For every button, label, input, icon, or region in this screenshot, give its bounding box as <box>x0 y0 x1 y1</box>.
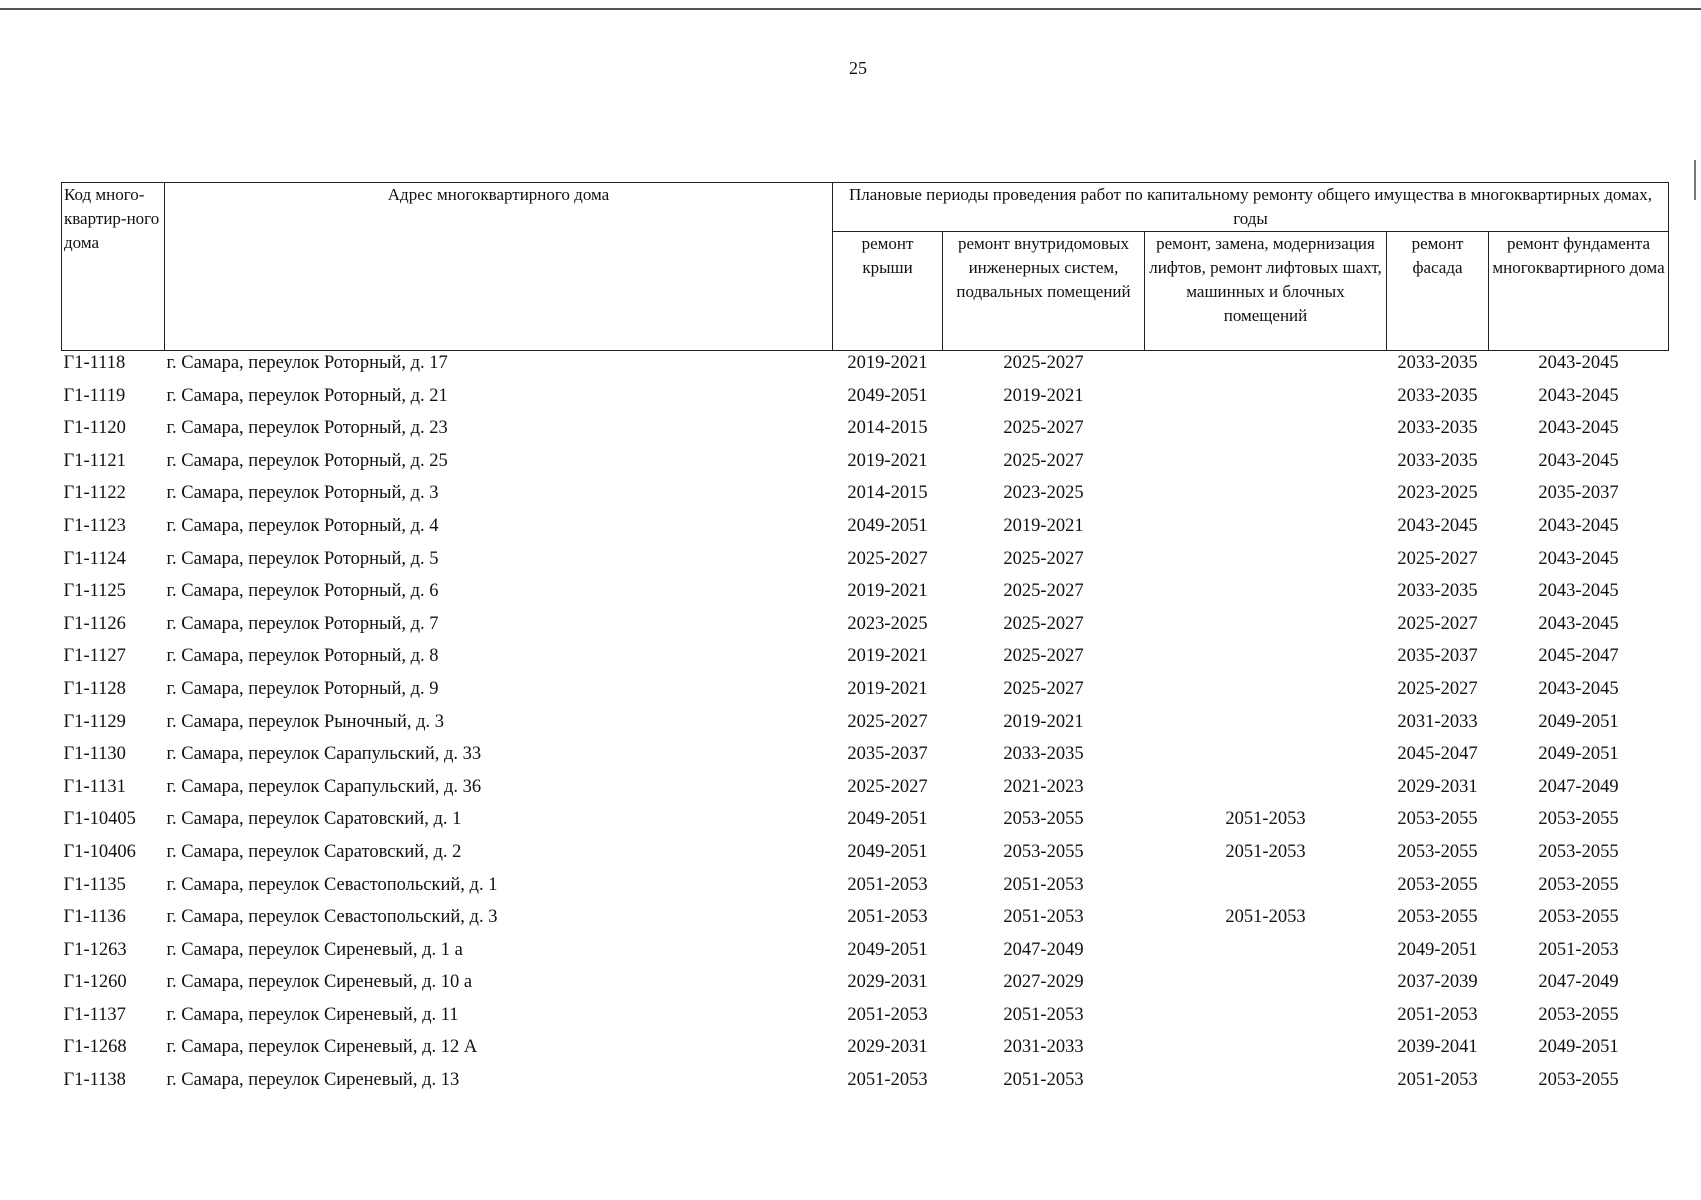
roof-period-cell: 2014-2015 <box>847 483 928 504</box>
house-code-cell: Г1-1135 <box>63 874 126 895</box>
roof-period-cell: 2049-2051 <box>847 809 928 830</box>
lifts-period-cell <box>1145 970 1387 1003</box>
house-address-cell: г. Самара, переулок Роторный, д. 7 <box>166 613 439 634</box>
facade-period-cell: 2033-2035 <box>1397 353 1478 373</box>
lifts-period-cell <box>1145 416 1387 449</box>
roof-period-cell: 2019-2021 <box>847 353 928 373</box>
systems-period-cell: 2019-2021 <box>1003 385 1084 406</box>
roof-period-cell: 2051-2053 <box>847 874 928 895</box>
foundation-period-cell: 2043-2045 <box>1538 385 1619 406</box>
roof-period-cell: 2049-2051 <box>847 385 928 406</box>
lifts-period-cell <box>1145 579 1387 612</box>
roof-period-cell: 2019-2021 <box>847 450 928 471</box>
systems-period-cell: 2025-2027 <box>1003 548 1084 569</box>
lifts-period-cell <box>1145 514 1387 547</box>
facade-period-cell: 2031-2033 <box>1397 711 1478 732</box>
foundation-period-cell: 2051-2053 <box>1538 939 1619 960</box>
house-code-cell: Г1-1123 <box>63 515 126 536</box>
roof-period-cell: 2025-2027 <box>847 548 928 569</box>
house-address-cell: г. Самара, переулок Саратовский, д. 2 <box>166 841 462 862</box>
table-row <box>62 416 1669 449</box>
table-row <box>62 742 1669 775</box>
house-code-cell: Г1-1260 <box>63 972 127 993</box>
house-address-cell: г. Самара, переулок Роторный, д. 3 <box>166 483 439 504</box>
table-row <box>62 351 1669 384</box>
lifts-period-cell <box>1145 449 1387 482</box>
roof-period-cell: 2049-2051 <box>847 841 928 862</box>
house-address-cell: г. Самара, переулок Саратовский, д. 1 <box>166 809 462 830</box>
header-foundation: ремонт фундамента многоквартирного дома <box>1489 232 1669 351</box>
roof-period-cell: 2023-2025 <box>847 613 928 634</box>
house-address-cell: г. Самара, переулок Роторный, д. 25 <box>166 450 448 471</box>
lifts-period-cell <box>1145 938 1387 971</box>
systems-period-cell: 2019-2021 <box>1003 711 1084 732</box>
capital-repair-table <box>61 182 1669 1101</box>
systems-period-cell: 2019-2021 <box>1003 515 1084 536</box>
lifts-period-cell <box>1145 677 1387 710</box>
house-code-cell: Г1-1137 <box>63 1004 126 1025</box>
house-address-cell: г. Самара, переулок Сиреневый, д. 11 <box>166 1004 459 1025</box>
foundation-period-cell: 2043-2045 <box>1538 678 1619 699</box>
systems-period-cell: 2047-2049 <box>1003 939 1084 960</box>
house-address-cell: г. Самара, переулок Роторный, д. 21 <box>166 385 448 406</box>
table-row <box>62 514 1669 547</box>
house-address-cell: г. Самара, переулок Сарапульский, д. 36 <box>166 776 482 797</box>
house-code-cell: Г1-1122 <box>63 483 126 504</box>
table-row <box>62 807 1669 840</box>
foundation-period-cell: 2045-2047 <box>1538 646 1619 667</box>
systems-period-cell: 2025-2027 <box>1003 646 1084 667</box>
house-code-cell: Г1-1138 <box>63 1070 126 1091</box>
page-number: 25 <box>849 58 867 78</box>
systems-period-cell: 2031-2033 <box>1003 1037 1084 1058</box>
table-row <box>62 1003 1669 1036</box>
house-code-cell: Г1-1127 <box>63 646 126 667</box>
table-row <box>62 547 1669 580</box>
lifts-period-cell <box>1145 547 1387 580</box>
roof-period-cell: 2019-2021 <box>847 646 928 667</box>
foundation-period-cell: 2043-2045 <box>1538 581 1619 602</box>
house-code-cell: Г1-1124 <box>63 548 126 569</box>
facade-period-cell: 2053-2055 <box>1397 907 1478 928</box>
systems-period-cell: 2025-2027 <box>1003 353 1084 373</box>
house-address-cell: г. Самара, переулок Роторный, д. 4 <box>166 515 439 536</box>
house-code-cell: Г1-1268 <box>63 1037 127 1058</box>
house-address-cell: г. Самара, переулок Севастопольский, д. 1 <box>166 874 498 895</box>
foundation-period-cell: 2043-2045 <box>1538 515 1619 536</box>
facade-period-cell: 2053-2055 <box>1397 809 1478 830</box>
house-code-cell: Г1-1263 <box>63 939 127 960</box>
table-row <box>62 905 1669 938</box>
roof-period-cell: 2019-2021 <box>847 678 928 699</box>
lifts-period-cell <box>1145 1003 1387 1036</box>
house-code-cell: Г1-1120 <box>63 418 126 439</box>
facade-period-cell: 2045-2047 <box>1397 744 1478 765</box>
foundation-period-cell: 2043-2045 <box>1538 450 1619 471</box>
house-code-cell: Г1-1129 <box>63 711 126 732</box>
roof-period-cell: 2049-2051 <box>847 515 928 536</box>
foundation-period-cell: 2049-2051 <box>1538 744 1619 765</box>
systems-period-cell: 2051-2053 <box>1003 1004 1084 1025</box>
facade-period-cell: 2025-2027 <box>1397 678 1478 699</box>
house-address-cell: г. Самара, переулок Роторный, д. 9 <box>166 678 439 699</box>
header-lifts: ремонт, замена, модернизация лифтов, ремонт лифтовых шахт, машинных и блочных помещений <box>1145 232 1387 351</box>
foundation-period-cell: 2047-2049 <box>1538 972 1619 993</box>
header-planned-periods: Плановые периоды проведения работ по капитальному ремонту общего имущества в многоквартирных домах, годы <box>833 183 1669 232</box>
roof-period-cell: 2014-2015 <box>847 418 928 439</box>
roof-period-cell: 2025-2027 <box>847 711 928 732</box>
house-code-cell: Г1-10406 <box>63 841 136 862</box>
header-roof: ремонт крыши <box>833 232 943 351</box>
house-address-cell: г. Самара, переулок Роторный, д. 5 <box>166 548 439 569</box>
systems-period-cell: 2025-2027 <box>1003 678 1084 699</box>
foundation-period-cell: 2043-2045 <box>1538 418 1619 439</box>
house-code-cell: Г1-1118 <box>63 353 126 373</box>
systems-period-cell: 2021-2023 <box>1003 776 1084 797</box>
roof-period-cell: 2019-2021 <box>847 581 928 602</box>
house-address-cell: г. Самара, переулок Сиреневый, д. 12 А <box>166 1037 478 1058</box>
table-row <box>62 938 1669 971</box>
systems-period-cell: 2023-2025 <box>1003 483 1084 504</box>
house-code-cell: Г1-1126 <box>63 613 126 634</box>
foundation-period-cell: 2053-2055 <box>1538 1004 1619 1025</box>
lifts-period-cell: 2051-2053 <box>1225 907 1306 928</box>
facade-period-cell: 2033-2035 <box>1397 581 1478 602</box>
scan-edge-line <box>0 8 1701 10</box>
roof-period-cell: 2029-2031 <box>847 1037 928 1058</box>
lifts-period-cell <box>1145 481 1387 514</box>
systems-period-cell: 2051-2053 <box>1003 907 1084 928</box>
lifts-period-cell <box>1145 351 1387 384</box>
roof-period-cell: 2049-2051 <box>847 939 928 960</box>
facade-period-cell: 2035-2037 <box>1397 646 1478 667</box>
facade-period-cell: 2051-2053 <box>1397 1070 1478 1091</box>
facade-period-cell: 2033-2035 <box>1397 450 1478 471</box>
table-row <box>62 840 1669 873</box>
foundation-period-cell: 2053-2055 <box>1538 1070 1619 1091</box>
facade-period-cell: 2037-2039 <box>1397 972 1478 993</box>
systems-period-cell: 2025-2027 <box>1003 613 1084 634</box>
facade-period-cell: 2033-2035 <box>1397 385 1478 406</box>
lifts-period-cell <box>1145 873 1387 906</box>
facade-period-cell: 2025-2027 <box>1397 613 1478 634</box>
house-code-cell: Г1-10405 <box>63 809 136 830</box>
roof-period-cell: 2051-2053 <box>847 1070 928 1091</box>
facade-period-cell: 2039-2041 <box>1397 1037 1478 1058</box>
table-row <box>62 873 1669 906</box>
house-code-cell: Г1-1125 <box>63 581 126 602</box>
house-code-cell: Г1-1121 <box>63 450 126 471</box>
facade-period-cell: 2033-2035 <box>1397 418 1478 439</box>
lifts-period-cell <box>1145 644 1387 677</box>
foundation-period-cell: 2053-2055 <box>1538 841 1619 862</box>
systems-period-cell: 2033-2035 <box>1003 744 1084 765</box>
table-row <box>62 677 1669 710</box>
table-row <box>62 970 1669 1003</box>
house-code-cell: Г1-1128 <box>63 678 126 699</box>
facade-period-cell: 2053-2055 <box>1397 874 1478 895</box>
roof-period-cell: 2025-2027 <box>847 776 928 797</box>
foundation-period-cell: 2043-2045 <box>1538 613 1619 634</box>
foundation-period-cell: 2047-2049 <box>1538 776 1619 797</box>
systems-period-cell: 2025-2027 <box>1003 418 1084 439</box>
header-systems: ремонт внутридомовых инженерных систем, подвальных помещений <box>943 232 1145 351</box>
house-code-cell: Г1-1130 <box>63 744 126 765</box>
table-row <box>62 710 1669 743</box>
systems-period-cell: 2051-2053 <box>1003 1070 1084 1091</box>
house-address-cell: г. Самара, переулок Роторный, д. 17 <box>166 353 448 373</box>
systems-period-cell: 2053-2055 <box>1003 809 1084 830</box>
header-address: Адрес многоквартирного дома <box>165 183 833 351</box>
header-code: Код много-квартир-ного дома <box>62 183 165 351</box>
foundation-period-cell: 2053-2055 <box>1538 874 1619 895</box>
table-row <box>62 384 1669 417</box>
house-address-cell: г. Самара, переулок Роторный, д. 8 <box>166 646 439 667</box>
facade-period-cell: 2029-2031 <box>1397 776 1478 797</box>
foundation-period-cell: 2043-2045 <box>1538 548 1619 569</box>
foundation-period-cell: 2053-2055 <box>1538 907 1619 928</box>
lifts-period-cell <box>1145 1068 1387 1101</box>
facade-period-cell: 2025-2027 <box>1397 548 1478 569</box>
table-row <box>62 1035 1669 1068</box>
house-address-cell: г. Самара, переулок Сиреневый, д. 1 а <box>166 939 463 960</box>
house-address-cell: г. Самара, переулок Рыночный, д. 3 <box>166 711 445 732</box>
foundation-period-cell: 2053-2055 <box>1538 809 1619 830</box>
house-address-cell: г. Самара, переулок Роторный, д. 6 <box>166 581 439 602</box>
systems-period-cell: 2027-2029 <box>1003 972 1084 993</box>
table-row <box>62 644 1669 677</box>
house-code-cell: Г1-1136 <box>63 907 126 928</box>
lifts-period-cell <box>1145 710 1387 743</box>
lifts-period-cell: 2051-2053 <box>1225 809 1306 830</box>
table-row <box>62 775 1669 808</box>
facade-period-cell: 2023-2025 <box>1397 483 1478 504</box>
house-address-cell: г. Самара, переулок Сиреневый, д. 13 <box>166 1070 460 1091</box>
table-row <box>62 481 1669 514</box>
table-row <box>62 612 1669 645</box>
foundation-period-cell: 2049-2051 <box>1538 1037 1619 1058</box>
table-row <box>62 1068 1669 1101</box>
house-address-cell: г. Самара, переулок Сиреневый, д. 10 а <box>166 972 473 993</box>
foundation-period-cell: 2035-2037 <box>1538 483 1619 504</box>
roof-period-cell: 2035-2037 <box>847 744 928 765</box>
lifts-period-cell <box>1145 775 1387 808</box>
facade-period-cell: 2053-2055 <box>1397 841 1478 862</box>
scan-edge-mark <box>1694 160 1696 200</box>
house-address-cell: г. Самара, переулок Сарапульский, д. 33 <box>166 744 482 765</box>
roof-period-cell: 2051-2053 <box>847 1004 928 1025</box>
house-code-cell: Г1-1131 <box>63 776 126 797</box>
facade-period-cell: 2049-2051 <box>1397 939 1478 960</box>
lifts-period-cell: 2051-2053 <box>1225 841 1306 862</box>
systems-period-cell: 2025-2027 <box>1003 581 1084 602</box>
lifts-period-cell <box>1145 612 1387 645</box>
table-row <box>62 449 1669 482</box>
lifts-period-cell <box>1145 742 1387 775</box>
table-row <box>62 579 1669 612</box>
facade-period-cell: 2043-2045 <box>1397 515 1478 536</box>
systems-period-cell: 2053-2055 <box>1003 841 1084 862</box>
roof-period-cell: 2051-2053 <box>847 907 928 928</box>
house-code-cell: Г1-1119 <box>63 385 126 406</box>
header-facade: ремонт фасада <box>1387 232 1489 351</box>
table-header <box>62 183 1669 351</box>
lifts-period-cell <box>1145 384 1387 417</box>
systems-period-cell: 2025-2027 <box>1003 450 1084 471</box>
house-address-cell: г. Самара, переулок Севастопольский, д. 3 <box>166 907 498 928</box>
foundation-period-cell: 2049-2051 <box>1538 711 1619 732</box>
facade-period-cell: 2051-2053 <box>1397 1004 1478 1025</box>
systems-period-cell: 2051-2053 <box>1003 874 1084 895</box>
house-address-cell: г. Самара, переулок Роторный, д. 23 <box>166 418 448 439</box>
table-body <box>62 351 1669 1101</box>
foundation-period-cell: 2043-2045 <box>1538 353 1619 373</box>
lifts-period-cell <box>1145 1035 1387 1068</box>
roof-period-cell: 2029-2031 <box>847 972 928 993</box>
